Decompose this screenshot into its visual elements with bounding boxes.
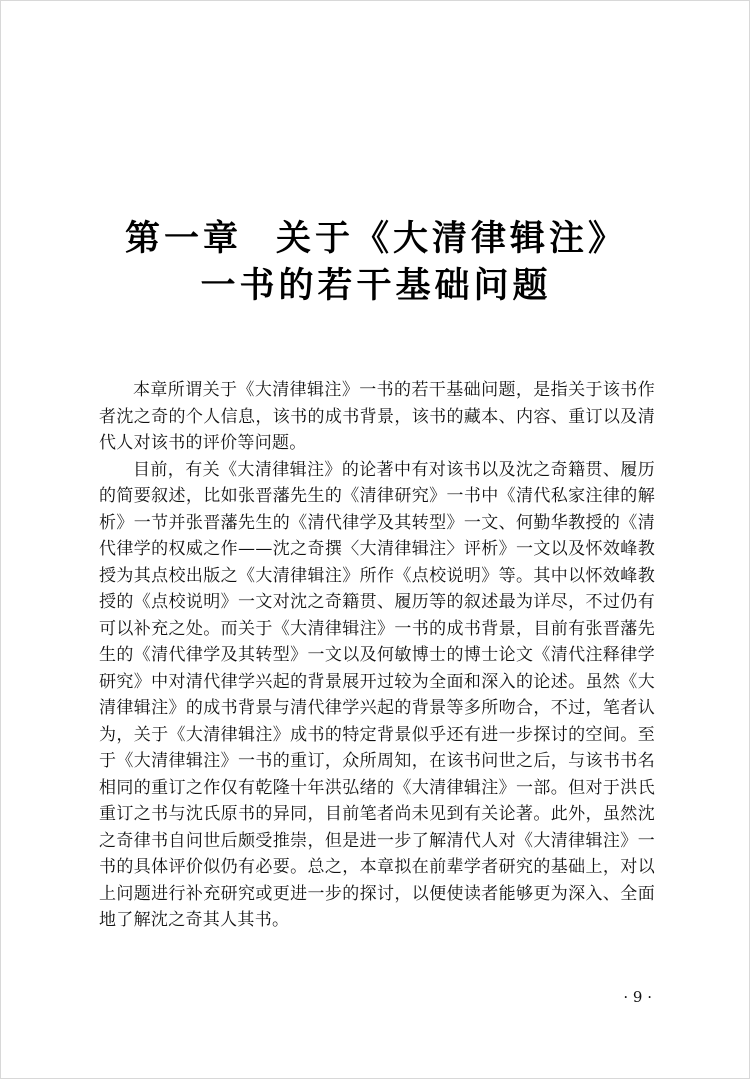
chapter-title-text-1: 关于《大清律辑注》 (276, 219, 628, 259)
paragraph-intro: 本章所谓关于《大清律辑注》一书的若干基础问题，是指关于该书作者沈之奇的个人信息，该书的成书背景，该书的藏本、内容、重订以及清代人对该书的评价等问题。 (99, 380, 655, 453)
chapter-title-text-2: 一书的若干基础问题 (200, 266, 552, 306)
chapter-title-line-2 (1, 258, 750, 308)
page-number: · 9 · (623, 988, 652, 1006)
chapter-number-label: 第一章 (124, 219, 242, 259)
chapter-title-line-1 (1, 211, 750, 261)
paragraph-literature-review: 目前，有关《大清律辑注》的论著中有对该书以及沈之奇籍贯、履历的简要叙述，比如张晋藩先生的《清律研究》一书中《清代私家注律的解析》一节并张晋藩先生的《清代律学及其转型》一文、何勤华教授的《清代律学的权威之作——沈之奇撰〈大清律辑注〉评析》一文以及怀效峰教授为其点校出版之《大清律辑注》所作《点校说明》等。其中以怀效峰教授的《点校说明》一文对沈之奇籍贯、履历等的叙述最为详尽，不过仍有可以补充之处。而关于《大清律辑注》一书的成书背景，目前有张晋藩先生的《清代律学及其转型》一文以及何敏博士的博士论文《清代注释律学研究》中对清代律学兴起的背景展开过较为全面和深入的论述。虽然《大清律辑注》的成书背景与清代律学兴起的背景等多所吻合，不过，笔者认为，关于《大清律辑注》成书的特定背景似乎还有进一步探讨的空间。至于《大清律辑注》一书的重订，众所周知，在该书问世之后，与该书书名相同的重订之作仅有乾隆十年洪弘绪的《大清律辑注》一部。但对于洪氏重订之书与沈氏原书的异同，目前笔者尚未见到有关论著。此外，虽然沈之奇律书自问世后颇受推崇，但是进一步了解清代人对《大清律辑注》一书的具体评价似仍有必要。总之，本章拟在前辈学者研究的基础上，对以上问题进行补充研究或更进一步的探讨，以便使读者能够更为深入、全面地了解沈之奇其人其书。 (99, 459, 655, 930)
chapter-body (99, 377, 655, 934)
